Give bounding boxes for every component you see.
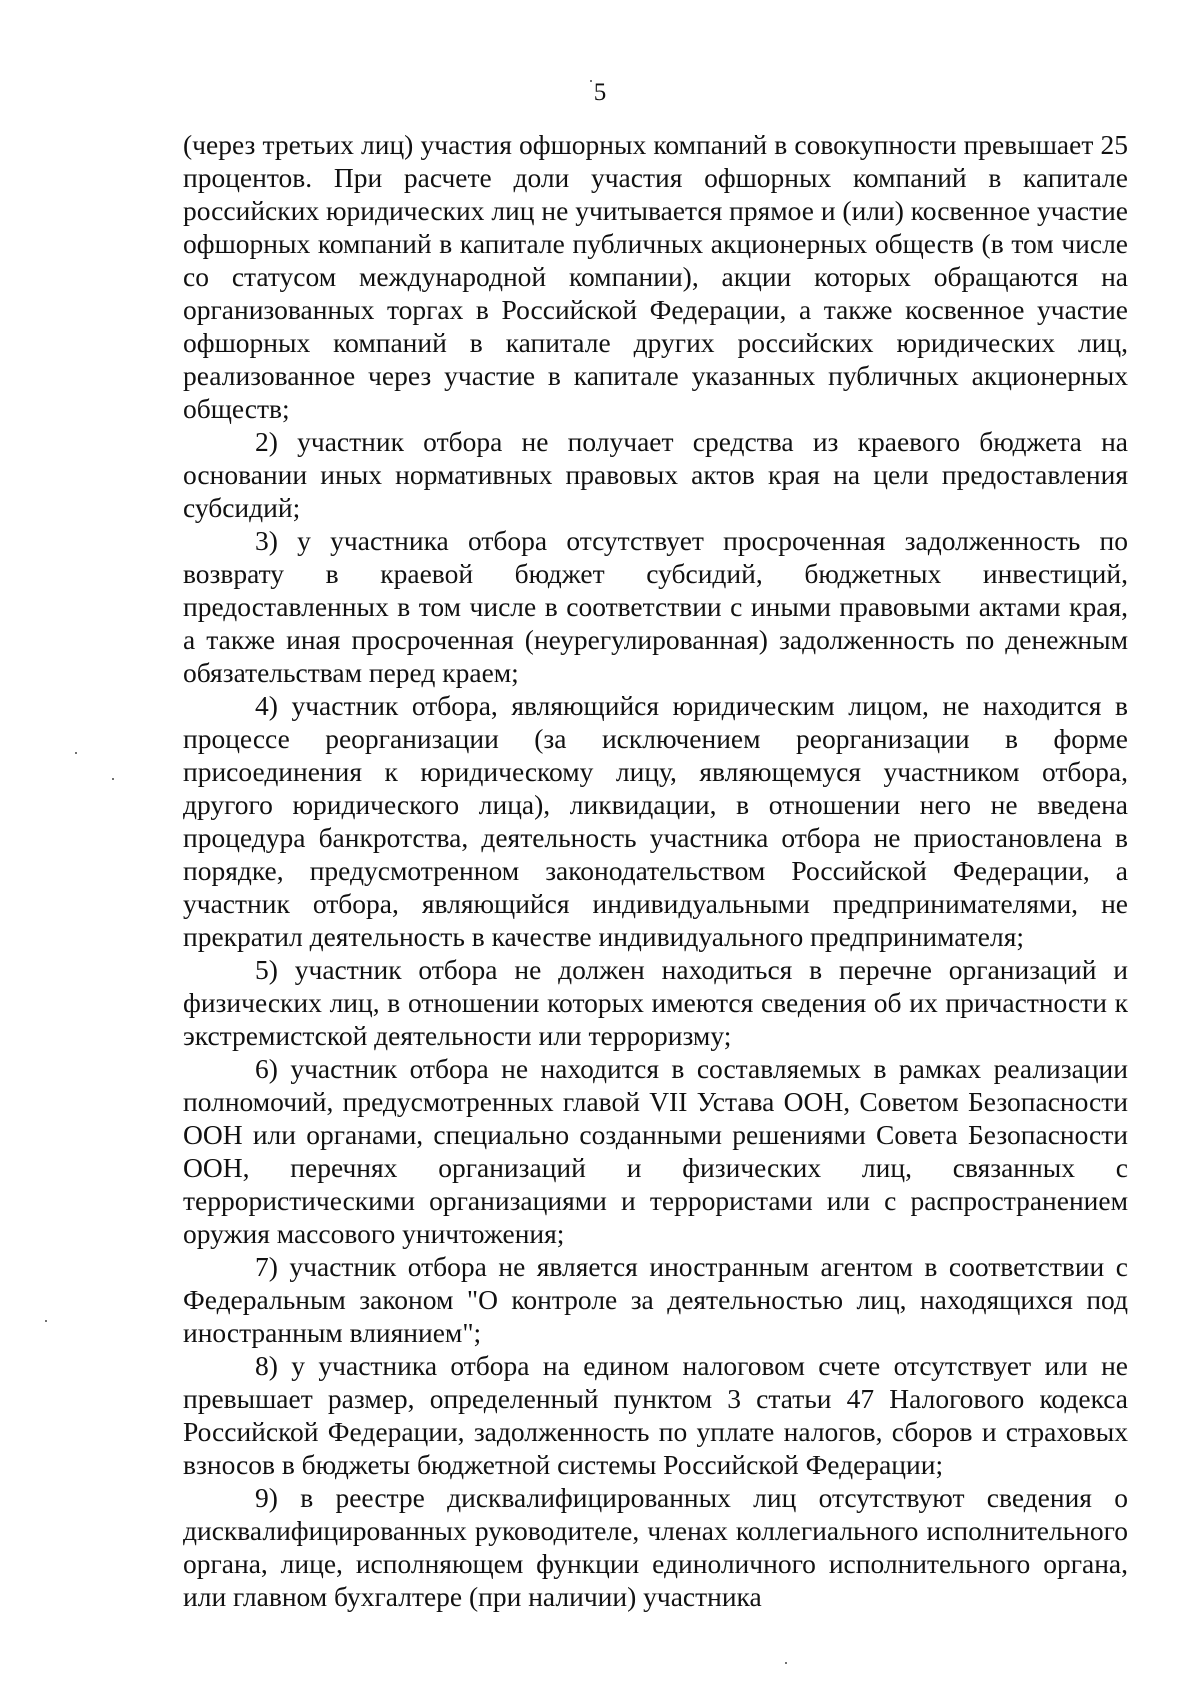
scan-speck bbox=[785, 1662, 787, 1664]
scan-speck bbox=[590, 80, 592, 82]
paragraph-continuation: (через третьих лиц) участия офшорных компаний в совокупности превышает 25 процентов. При расчете доли участия офшорных компаний в капитале российских юридических лиц не учитывается прямое и (или) косвенное участие офшорных компаний в капитале публичных акционерных обществ (в том числе со статусом международной компании), акции которых обращаются на организованных торгах в Российской Федерации, а также косвенное участие офшорных компаний в капитале других российских юридических лиц, реализованное через участие в капитале указанных публичных акционерных обществ; bbox=[183, 129, 1128, 424]
paragraph-item-4: 4) участник отбора, являющийся юридическим лицом, не находится в процессе реорганизации (за исключением реорганизации в форме присоединения к юридическому лицу, являющемуся участником отбора, другого юридического лица), ликвидации, в отношении него не введена процедура банкротства, деятельность участника отбора не приостановлена в порядке, предусмотренном законодательством Российской Федерации, а участник отбора, являющийся индивидуальными предпринимателями, не прекратил деятельность в качестве индивидуального предпринимателя; bbox=[183, 690, 1128, 952]
paragraph-item-7: 7) участник отбора не является иностранным агентом в соответствии с Федеральным законом "О контроле за деятельностью лиц, находящихся под иностранным влиянием"; bbox=[183, 1251, 1128, 1348]
scan-speck bbox=[75, 752, 77, 754]
page-number: 5 bbox=[593, 79, 607, 106]
paragraph-item-3: 3) у участника отбора отсутствует просроченная задолженность по возврату в краевой бюджет субсидий, бюджетных инвестиций, предоставленных в том числе в соответствии с иными правовыми актами края, а также иная просроченная (неурегулированная) задолженность по денежным обязательствам перед краем; bbox=[183, 525, 1128, 688]
paragraph-item-8: 8) у участника отбора на едином налоговом счете отсутствует или не превышает размер, определенный пунктом 3 статьи 47 Налогового кодекса Российской Федерации, задолженность по уплате налогов, сборов и страховых взносов в бюджеты бюджетной системы Российской Федерации; bbox=[183, 1350, 1128, 1480]
paragraph-item-2: 2) участник отбора не получает средства из краевого бюджета на основании иных нормативных правовых актов края на цели предоставления субсидий; bbox=[183, 426, 1128, 523]
document-body bbox=[183, 128, 1128, 1613]
scan-speck bbox=[45, 1320, 47, 1322]
paragraph-item-6: 6) участник отбора не находится в составляемых в рамках реализации полномочий, предусмотренных главой VII Устава ООН, Советом Безопасности ООН или органами, специально созданными решениями Совета Безопасности ООН, перечнях организаций и физических лиц, связанных с террористическими организациями и террористами или с распространением оружия массового уничтожения; bbox=[183, 1053, 1128, 1249]
paragraph-item-5: 5) участник отбора не должен находиться в перечне организаций и физических лиц, в отношении которых имеются сведения об их причастности к экстремистской деятельности или терроризму; bbox=[183, 954, 1128, 1051]
paragraph-item-9: 9) в реестре дисквалифицированных лиц отсутствуют сведения о дисквалифицированных руководителе, членах коллегиального исполнительного органа, лице, исполняющем функции единоличного исполнительного органа, или главном бухгалтере (при наличии) участника bbox=[183, 1482, 1128, 1612]
scan-speck bbox=[112, 778, 114, 780]
